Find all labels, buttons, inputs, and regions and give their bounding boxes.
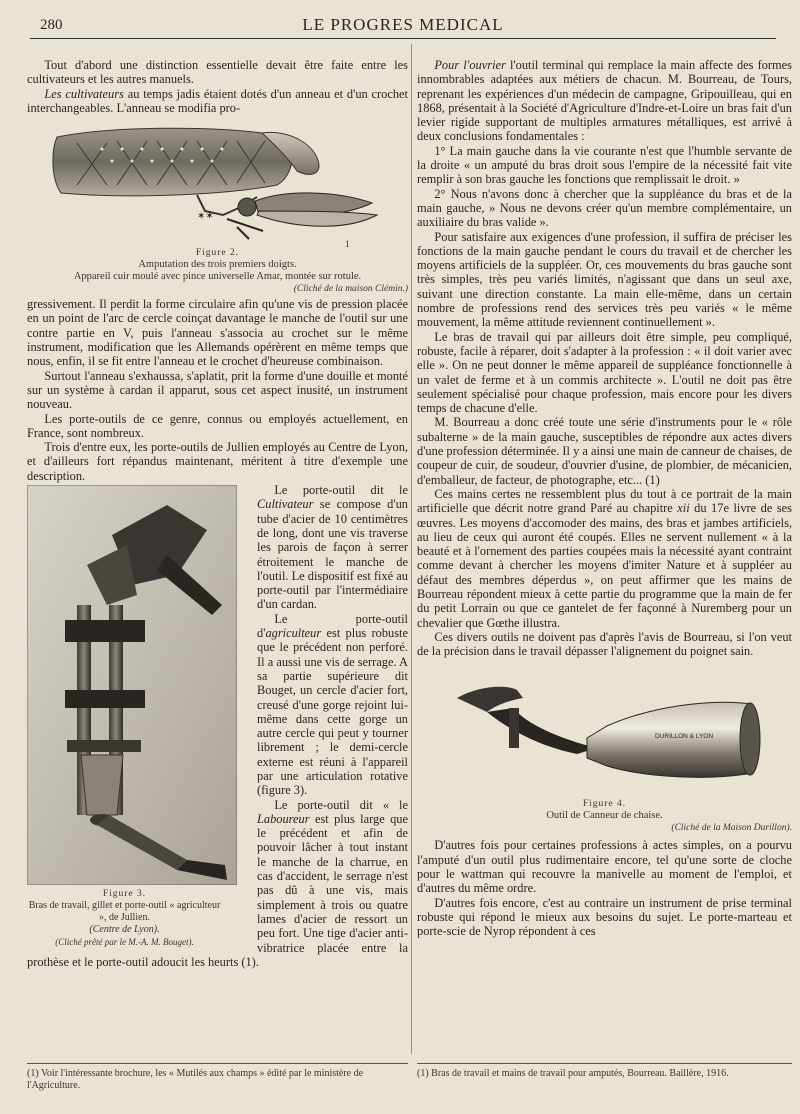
paragraph-text: Le porte-outil dit « le	[274, 797, 408, 812]
figure-2-caption-line: Amputation des trois premiers doigts.	[138, 259, 297, 271]
paragraph	[417, 487, 792, 630]
figure-2-marker: 1	[345, 239, 350, 248]
svg-text:✶✶: ✶✶	[197, 211, 214, 223]
page-number: 280	[40, 17, 63, 33]
figure-3-label: Figure 3.	[102, 889, 147, 900]
footnote-right: (1) Bras de travail et mains de travail pour amputés, Bourreau. Baillère, 1916.	[417, 1063, 792, 1080]
figure-4-credit: (Cliché de la Maison Durillon).	[671, 823, 792, 834]
paragraph	[27, 87, 408, 116]
paragraph: Pour satisfaire aux exigences d'une profession, il suffira de préciser les fonctions de la main gauche pendant le cours du travail et de chercher les moyens artificiels de la suppléer. Or, ces mouvements du bras gauche sont très simples, très peu variés limités, n'agissant que dans un seul axe, suivant une direction constante. La main elle-même, dans un certain nombre de professions rend des services très peu variés « le même mouvement, la même attitude reviennent continuellement ».	[417, 229, 792, 330]
paragraph: 2° Nous n'avons donc à chercher que la suppléance du bras et de la main gauche, » Nous ne devons créer qu'un membre complémentaire, un auxiliaire du bras valide ».	[417, 186, 792, 230]
italic-term: Les cultivateurs	[44, 86, 124, 101]
figure-2-illustration	[27, 119, 408, 247]
paragraph: D'autres fois pour certaines professions à actes simples, on a pourvu l'amputé d'un outil plus rudimentaire encore, tel qu'une sorte de cloche pour le wattman qui recouvre la manivelle au moment de l'emploi, et d'autres du même ordre.	[417, 838, 792, 896]
left-column	[27, 58, 408, 969]
paragraph-text: se compose d'un tube d'acier de 10 centimètres de long, dont une vis traverse les parois de façon à serrer étroitement le manche de l'outil. Le dispositif est fixé au porte-outil par l'intermédiaire d'un cardan.	[257, 497, 408, 612]
figure-2-caption-line: Appareil cuir moulé avec pince universelle Amar, montée sur rotule.	[73, 271, 362, 283]
engraved-maker-mark: DURILLON & LYON	[655, 733, 714, 741]
paragraph: Le bras de travail qui par ailleurs doit être simple, peu compliqué, robuste, facile à réparer, doit s'adapter à la profession : « il doit varier avec elle ». On ne peut donner le même appareil de suppléance fonctionnelle à un valet de ferme et à un commis architecte ». L'outil ne doit pas être seulement spécialisé pour chaque profession, mais encore pour les divers temps de chacune d'elle.	[417, 329, 792, 416]
figure-4-label: Figure 4.	[582, 799, 627, 810]
figure-3-credit: (Cliché prêté par le M.-A. M. Bouget).	[55, 937, 194, 948]
right-column	[417, 58, 792, 939]
footnote-left: (1) Voir l'intéressante brochure, les « Mutilés aux champs » édité par le ministère de l'Agriculture.	[27, 1063, 408, 1091]
column-divider	[411, 44, 412, 1054]
italic-term: Pour l'ouvrier	[434, 58, 506, 72]
paragraph: Trois d'entre eux, les porte-outils de Jullien employés au Centre de Lyon, et d'ailleurs fort répandus maintenant, méritent à titre d'exemple une description.	[27, 440, 408, 483]
figure-2-label: Figure 2.	[195, 248, 240, 259]
paragraph: Tout d'abord une distinction essentielle devait être faite entre les cultivateurs et les autres manuels.	[27, 58, 408, 87]
paragraph-text: l'outil terminal qui remplace la main affecte des formes innombrables adaptées aux métiers de chacun. M. Bourreau, de Tours, reprenant les expériences d'un médecin de campagne, Gripouilleau, qui en 1868, présentait à la Société d'Agriculture d'Indre-et-Loire un bras fait d'un levier rigide supportant de multiples armatures métalliques, est arrivé à deux conclusions fondamentales :	[417, 58, 792, 144]
italic-term: Laboureur	[257, 811, 310, 826]
paragraph: D'autres fois encore, c'est au contraire un instrument de prise terminal robuste qui répond le mieux aux besoins du sujet. Le porte-marteau et porte-scie de Nyrop répondent à ces	[417, 895, 792, 939]
italic-term: agriculteur	[265, 626, 322, 641]
paragraph	[417, 58, 792, 144]
running-header	[30, 14, 776, 39]
figure-4-caption	[417, 798, 792, 834]
paragraph-text: Le porte-outil dit le	[274, 483, 408, 498]
paragraph: gressivement. Il perdit la forme circulaire afin qu'une vis de pression placée en un point de l'arc de cercle coinçat davantage le manche de l'outil sur une contre partie en V, puis l'anneau s'associa au crochet sur le même instrument, modification que les Allemands opérèrent en même temps que nous, enfin, il se fit entre l'anneau et le crochet d'heureuse combinaison.	[27, 297, 408, 369]
journal-title: LE PROGRES MEDICAL	[302, 15, 504, 34]
figure-3	[27, 485, 247, 948]
figure-4-caption-line: Outil de Canneur de chaise.	[546, 810, 663, 822]
italic-term: xii	[677, 501, 690, 516]
figure-3-caption-line: Bras de travail, gillet et porte-outil « agriculteur », de Jullien.	[28, 900, 221, 924]
figure-2	[27, 119, 408, 295]
italic-term: Cultivateur	[257, 497, 314, 512]
paragraph-text: du 17e livre de ses œuvres. Les moyens d'accomoder des mains, des bras et jambes artificiels, au lieu de ceux qui auront été coupés. Elles ne servent nullement « à la beauté et à l'ornement des parties coupées mais la nécessité ayant contraint comme devant à chercher les moyens d'imiter Nature et à suppléer au défaut des membres déperdus », on peut affirmer que les mains de Bourreau répondent mieux à cette partie du programme que la main de fer du petit Lorrain ou que ce gantelet de fer façonné à Nuremberg pour un chevalier que Gœthe illustra.	[417, 501, 792, 630]
paragraph: 1° La main gauche dans la vie courante n'est que l'humble servante de la droite « un amputé du bras droit sous l'empire de la nécessité fait vite remplir à son bras gauche les fonctions que remplissait le droit. »	[417, 143, 792, 187]
figure-4	[417, 668, 792, 834]
paragraph: Surtout l'anneau s'exhaussa, s'aplatit, prit la forme d'une douille et monté sur un système à cardan il apparut, sous cet aspect inusité, un instrument nouveau.	[27, 368, 408, 412]
paragraph-text: au temps jadis étaient dotés d'un anneau et d'un crochet interchangeables. L'anneau se modifia pro-	[27, 86, 409, 115]
paragraph: Les porte-outils de ce genre, connus ou employés actuellement, en France, sont nombreux.	[27, 411, 408, 440]
paragraph-text: Le porte-outil d'	[257, 611, 408, 641]
figure-3-photograph	[27, 485, 237, 885]
figure-4-illustration	[417, 668, 792, 798]
figure-3-caption	[27, 888, 222, 948]
figure-2-credit: (Cliché de la maison Clémin.)	[293, 284, 408, 295]
figure-3-caption-line: (Centre de Lyon).	[89, 924, 160, 936]
paragraph: Ces divers outils ne doivent pas d'après l'avis de Bourreau, si l'on veut de la précision dans le travail dépasser l'alignement du poignet sain.	[417, 629, 792, 659]
paragraph-text: est plus large que le précédent et afin de pouvoir lâcher à tout instant le manche de la charrue, en cas d'accident, le serrage n'est pas dû à une vis, mais simplement à trois ou quatre lames d'acier de ressort un peu fort. Une tige d'acier anti-vibratrice placée entre la prothèse et le porte-outil adoucit les heurts (1).	[27, 811, 408, 969]
paragraph-text: Ces mains certes ne ressemblent plus du tout à ce portrait de la main artificielle que décrit notre grand Paré au chapitre	[417, 486, 792, 516]
paragraph: M. Bourreau a donc créé toute une série d'instruments pour le « rôle subalterne » de la main gauche, susceptibles de répondre aux actes divers d'une profession déterminée. Il y a ainsi une main de canneur de chaises, de coupeur de cuir, de soudeur, d'ouvrier d'usine, de plombier, de mécanicien, d'emballeur, de facteur, de photographe, etc... (1)	[417, 415, 792, 487]
figure-2-caption	[27, 247, 408, 295]
paragraph-text: est plus robuste que le précédent non perforé. Il a aussi une vis de serrage. A sa partie supérieure dit Bouget, un cercle d'acier fort, creusé d'une gorge rejoint lui-même dans cette gorge un autre cercle qui peut y tourner librement ; le demi-cercle externe est réuni à l'appareil par une articulation rotative (figure 3).	[257, 626, 408, 798]
